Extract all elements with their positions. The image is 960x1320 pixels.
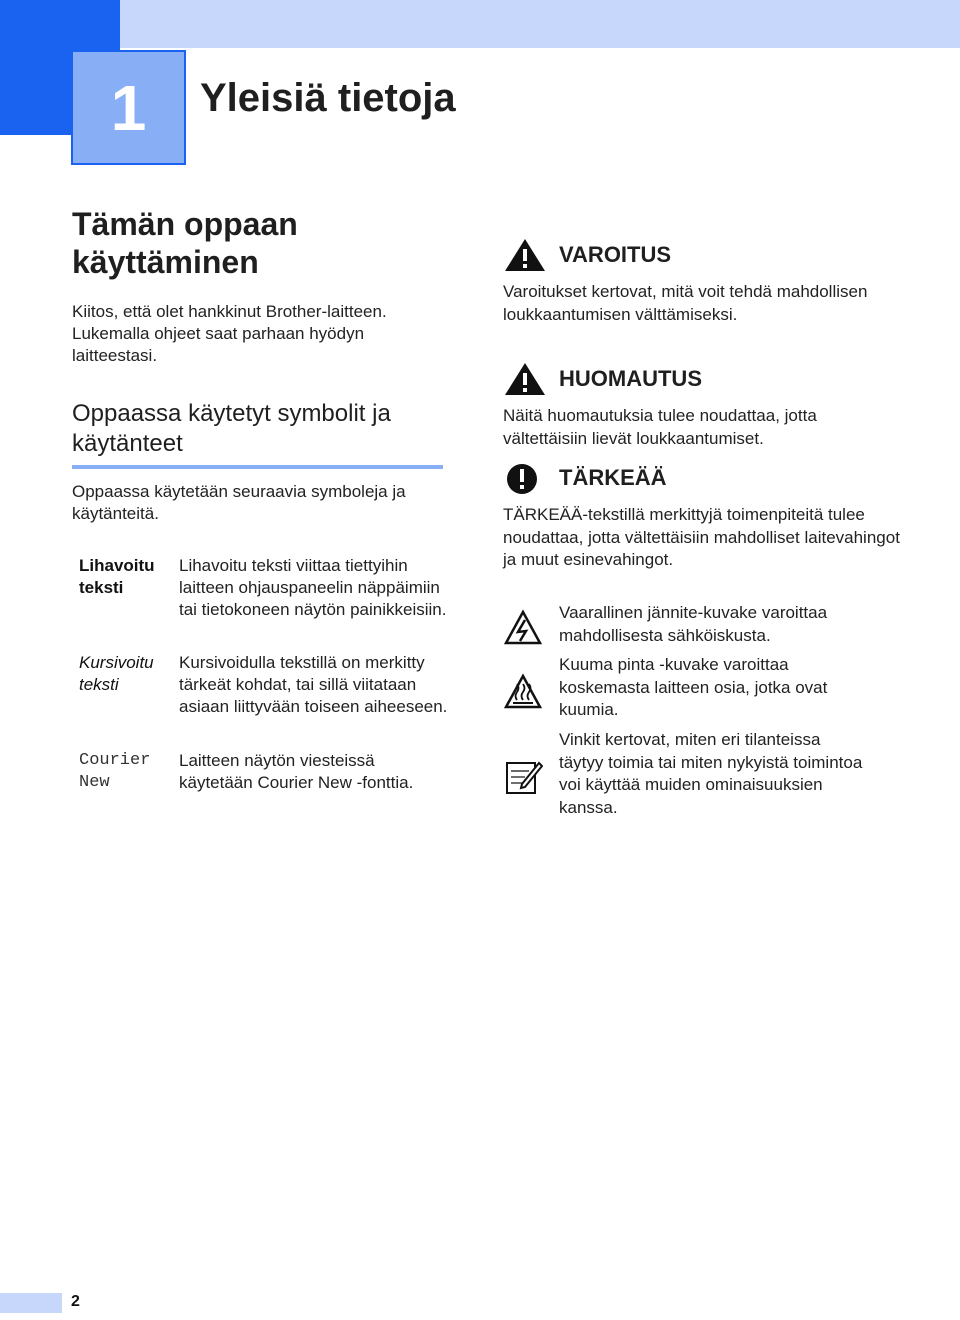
important-block: [503, 458, 903, 572]
caution-title: HUOMAUTUS: [559, 366, 702, 391]
section-heading: Tämän oppaan käyttäminen: [72, 206, 298, 280]
convention-term-courier: Courier New: [79, 751, 151, 792]
note-text: Vinkit kertovat, miten eri tilanteissa täytyy toimia tai miten nykyistä toimintoa voi käyttää muiden ominaisuuksien kanssa.: [559, 730, 863, 817]
hot-surface-icon: [503, 672, 543, 712]
header-bar-light: [120, 0, 960, 48]
important-title: TÄRKEÄÄ: [559, 465, 667, 490]
electrical-hazard-icon: [503, 608, 543, 648]
caution-text: Näitä huomautuksia tulee noudattaa, jotta vältettäisiin lievät loukkaantumiset.: [503, 406, 817, 448]
warning-title: VAROITUS: [559, 242, 672, 267]
note-pencil-icon: [503, 757, 543, 797]
convention-desc-italic: Kursivoidulla tekstillä on merkitty tärkeät kohdat, tai sillä viitataan asiaan liittyvään toiseen aiheeseen.: [179, 653, 448, 716]
left-column: [72, 205, 444, 525]
hot-surface-text: Kuuma pinta -kuvake varoittaa koskemasta laitteen osia, jotka ovat kuumia.: [559, 655, 828, 719]
convention-term-bold: Lihavoitu teksti: [79, 556, 155, 597]
page-number-bar: [0, 1293, 62, 1313]
section-intro: Kiitos, että olet hankkinut Brother-laitteen. Lukemalla ohjeet saat parhaan hyödyn laitteestasi.: [72, 302, 387, 365]
convention-desc-courier: Laitteen näytön viesteissä käytetään Courier New -fonttia.: [179, 751, 414, 792]
important-circle-icon: [503, 460, 547, 496]
important-text: TÄRKEÄÄ-tekstillä merkittyjä toimenpiteitä tulee noudattaa, jotta vältettäisiin mahdolliset laitevahingot ja muut esinevahingot.: [503, 505, 900, 569]
caution-triangle-icon: [503, 361, 547, 397]
page-number: 2: [71, 1293, 80, 1310]
electrical-hazard-text: Vaarallinen jännite-kuvake varoittaa mahdollisesta sähköiskusta.: [559, 603, 828, 645]
warning-block: [503, 235, 903, 326]
chapter-number: 1: [71, 50, 186, 165]
caution-block: [503, 359, 903, 450]
warning-text: Varoitukset kertovat, mitä voit tehdä mahdollisen loukkaantumisen välttämiseksi.: [503, 282, 868, 324]
subsection-intro: Oppaassa käytetään seuraavia symboleja ja käytänteitä.: [72, 482, 406, 523]
chapter-title: Yleisiä tietoja: [200, 76, 456, 120]
convention-term-italic: Kursivoitu teksti: [79, 653, 154, 694]
subsection-heading: Oppaassa käytetyt symbolit ja käytänteet: [72, 400, 391, 457]
subsection-rule: [72, 465, 443, 469]
warning-triangle-icon: [503, 237, 547, 273]
convention-desc-bold: Lihavoitu teksti viittaa tiettyihin laitteen ohjauspaneelin näppäimiin tai tietokoneen näytön painikkeisiin.: [179, 556, 447, 619]
